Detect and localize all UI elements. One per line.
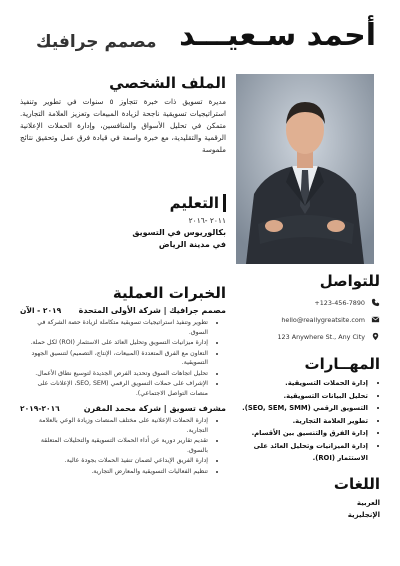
list-item: • تنظيم الفعاليات التسويقية والمعارض التجارية.	[20, 467, 208, 477]
experience-title: الخبرات العملية	[112, 284, 226, 302]
location-pin-icon	[371, 332, 380, 341]
languages-title: اللغات	[333, 474, 380, 493]
job-entry-date: ٢٠١٩ - الآن	[20, 306, 62, 315]
list-item: • إدارة ميزانيات التسويق وتحليل العائد على الاستثمار (ROI) لكل حملة.	[20, 338, 208, 348]
list-item: • تطوير وتنفيذ استراتيجيات تسويقية متكاملة لزيادة حصة الشركة في السوق.	[20, 318, 208, 337]
email-icon	[371, 315, 380, 324]
list-item: • إدارة الحملات التسويقية.	[236, 377, 368, 390]
person-photo-illustration	[236, 74, 374, 264]
list-item: الإنجليزية	[347, 510, 380, 519]
skills-list	[236, 377, 380, 465]
list-item: • إدارة الحملات الإعلانية على مختلف المنصات وزيادة الوعي بالعلامة التجارية.	[20, 416, 208, 435]
street-address: 123 Anywhere St., Any City	[277, 332, 365, 341]
skills-title: المهــارات	[304, 355, 380, 373]
email-address[interactable]: hello@reallygreatsite.com	[281, 315, 365, 324]
header	[0, 18, 400, 64]
experience-section	[20, 284, 226, 477]
contact-title: للتواصل	[319, 272, 380, 290]
job-entry-title: مشرف تسويق | شركة محمد المقرن	[83, 404, 226, 413]
education-title: التعليم	[20, 194, 226, 212]
job-entry	[20, 404, 226, 476]
phone-number[interactable]: +123-456-7890	[314, 298, 365, 307]
contact-address	[236, 332, 380, 341]
contact-section	[236, 272, 380, 341]
education-section	[20, 194, 226, 251]
list-item: • إدارة الفرق والتنسيق بين الأقسام.	[236, 427, 368, 440]
job-title: مصمم جرافيك	[36, 32, 157, 52]
profile-section	[20, 74, 226, 156]
profile-text: مديرة تسويق ذات خبرة تتجاوز ٥ سنوات في تطوير وتنفيذ استراتيجيات تسويقية ناجحة لزيادة المبيعات وتعزيز العلامة التجارية. متمكن في تحليل الأسواق والمنافسين، وإدارة الحملات الإعلانية الرقمية والتقليدية، مع خبرة واسعة في قيادة فرق عمل وتحقيق نتائج ملموسة	[20, 97, 226, 154]
list-item: • تطوير العلامة التجارية.	[236, 415, 368, 428]
list-item: • تقديم تقارير دورية عن أداء الحملات التسويقية والتحليلات المتعلقة بالسوق.	[20, 436, 208, 455]
sidebar	[236, 272, 380, 521]
job-entry-date: ٢٠١٦-٢٠١٩	[20, 404, 60, 413]
profile-photo	[236, 74, 374, 264]
list-item: • تحليل البيانات التسويقية.	[236, 390, 368, 403]
list-item: • إدارة الميزانيات وتحليل العائد على الاستثمار (ROI).	[236, 440, 368, 465]
list-item: • تحليل اتجاهات السوق وتحديد الفرص الجديدة لتوسيع نطاق الأعمال.	[20, 369, 208, 379]
contact-phone	[236, 298, 380, 307]
contact-email	[236, 315, 380, 324]
job-entry-title: مصمم جرافيك | شركة الأولى المتحدة	[78, 306, 226, 315]
education-date: ٢٠١١ -٢٠١٦	[188, 216, 226, 225]
job-entry	[20, 306, 226, 398]
job-entry-bullets	[20, 416, 216, 476]
list-item: • التسويق الرقمي (SEO, SEM, SMM).	[236, 402, 368, 415]
job-entry-bullets	[20, 318, 216, 398]
list-item: • إدارة الفريق الإبداعي لضمان تنفيذ الحملات بجودة عالية.	[20, 456, 208, 466]
education-degree: بكالوريوس في التسويق	[132, 228, 226, 237]
phone-icon	[371, 298, 380, 307]
profile-title: الملف الشخصي	[109, 74, 226, 92]
languages-section	[236, 475, 380, 521]
list-item: • الإشراف على حملات التسويق الرقمي (SEO, SEM، الإعلانات على منصات التواصل الاجتماعي).	[20, 379, 208, 398]
list-item: العربية	[356, 498, 380, 507]
education-location: في مدينة الرياض	[158, 240, 226, 249]
skills-section	[236, 355, 380, 465]
list-item: • التعاون مع الفرق المتعددة (المبيعات، الإنتاج، التصميم) لتنسيق الجهود التسويقية.	[20, 349, 208, 368]
person-name: أحمد سـعيـــد	[179, 18, 376, 53]
